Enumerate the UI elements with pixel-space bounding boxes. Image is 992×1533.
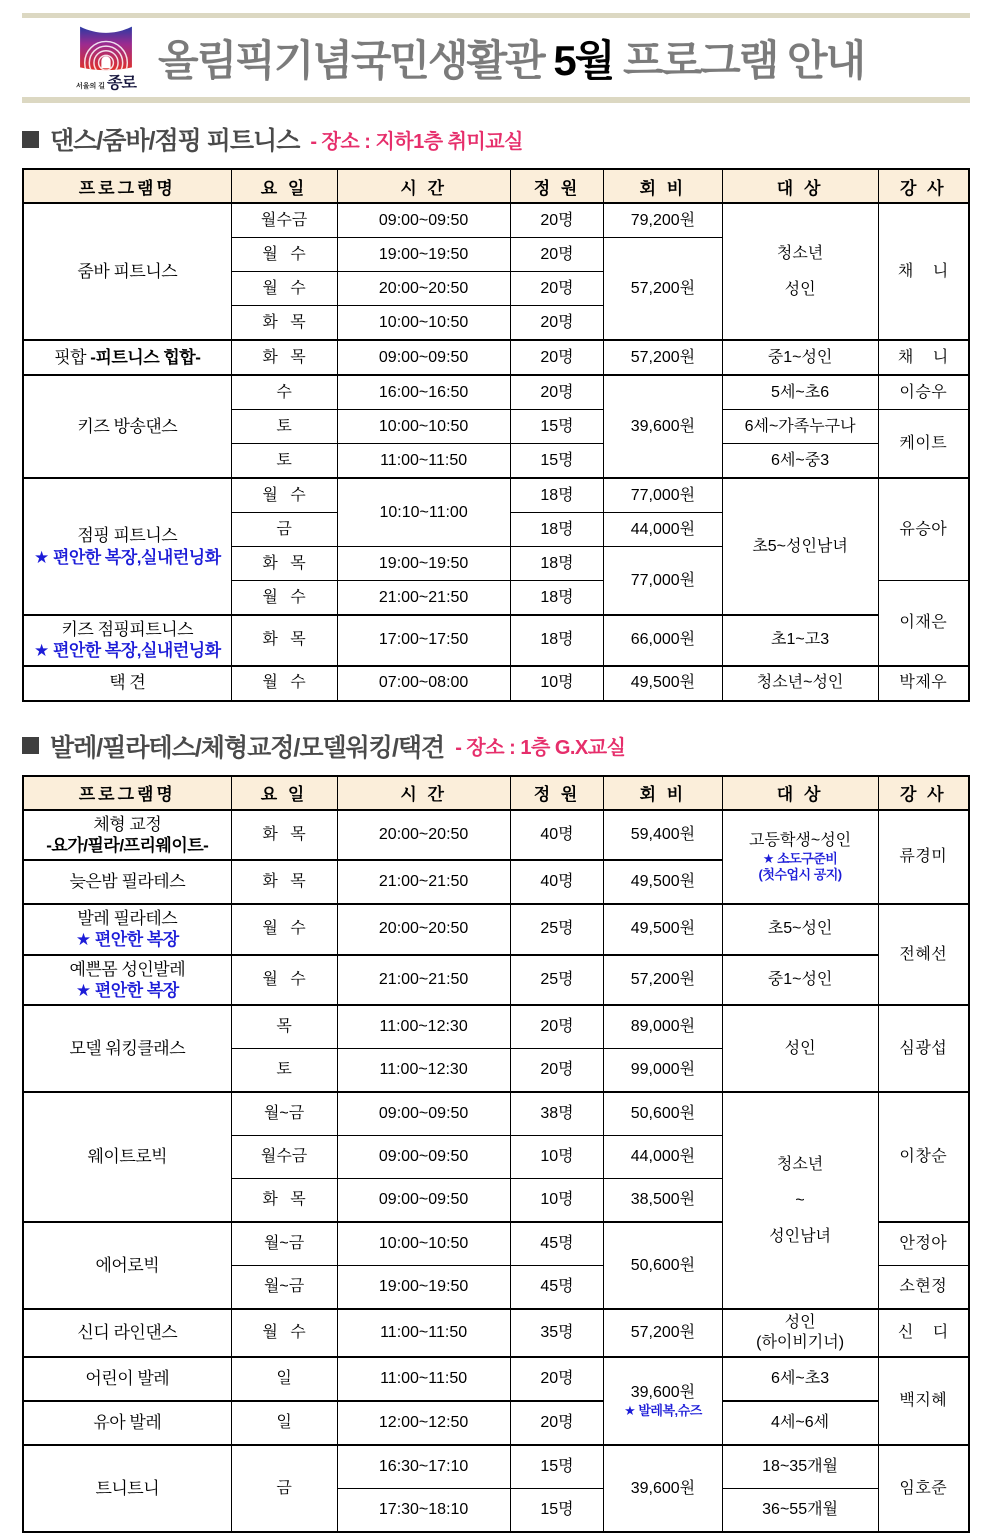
cell-time: 19:00~19:50 [337,238,510,272]
cell-fee: 77,000원 [604,547,722,616]
page-title-part1: 올림픽기념국민생활관 [158,37,544,84]
table-row [23,1357,969,1401]
cell-time: 11:00~11:50 [337,444,510,479]
cell-fee: 39,600원 [604,1445,722,1532]
cell-program: 웨이트로빅 [23,1092,231,1222]
cell-capacity: 10명 [510,1136,604,1179]
program-table-dance [22,168,970,702]
table-row [23,1445,969,1489]
cell-target: 5세~초6 [722,375,878,410]
cell-fee: 50,600원 [604,1092,722,1136]
cell-program: 발레 필라테스 ★ 편안한 복장 [23,904,231,955]
cell-fee: 99,000원 [604,1049,722,1093]
cell-capacity: 18명 [510,478,604,513]
cell-time: 11:00~11:50 [337,1309,510,1357]
section-title: 댄스/줌바/점핑 피트니스 [50,121,299,157]
cell-time: 20:00~20:50 [337,904,510,955]
cell-teacher: 채 니 [878,203,969,340]
cell-fee: 49,500원 [604,666,722,701]
col-header-time: 시 간 [337,776,510,810]
cell-capacity: 20명 [510,375,604,410]
cell-time: 10:10~11:00 [337,478,510,547]
cell-time: 09:00~09:50 [337,203,510,238]
cell-day: 금 [231,513,337,547]
cell-time: 17:00~17:50 [337,615,510,666]
cell-fee: 57,200원 [604,340,722,375]
col-header-target: 대 상 [722,776,878,810]
program-table-ballet [22,775,970,1533]
logo-text-big: 종로 [107,70,136,93]
cell-time: 09:00~09:50 [337,340,510,375]
cell-capacity: 45명 [510,1222,604,1266]
cell-day: 화 목 [231,340,337,375]
cell-time: 11:00~12:30 [337,1005,510,1049]
cell-day: 월 수 [231,581,337,616]
table-row [23,340,969,375]
cell-target: 36~55개월 [722,1489,878,1533]
cell-time: 11:00~12:30 [337,1049,510,1093]
cell-program: 에어로빅 [23,1222,231,1309]
cell-time: 07:00~08:00 [337,666,510,701]
cell-teacher: 임호준 [878,1445,969,1532]
cell-fee: 89,000원 [604,1005,722,1049]
section-bullet-icon [22,131,39,148]
cell-program: 키즈 점핑피트니스 ★ 편안한 복장,실내런닝화 [23,615,231,666]
cell-target: 4세~6세 [722,1401,878,1445]
cell-fee: 77,000원 [604,478,722,513]
cell-fee: 49,500원 [604,904,722,955]
cell-time: 09:00~09:50 [337,1092,510,1136]
cell-capacity: 10명 [510,1179,604,1223]
cell-day: 화 목 [231,547,337,581]
col-header-teacher: 강 사 [878,776,969,810]
table-row [23,1092,969,1136]
cell-time: 09:00~09:50 [337,1136,510,1179]
cell-capacity: 20명 [510,272,604,306]
cell-teacher: 신 디 [878,1309,969,1357]
cell-capacity: 20명 [510,1005,604,1049]
cell-teacher: 전혜선 [878,904,969,1005]
cell-teacher: 케이트 [878,410,969,479]
cell-time: 19:00~19:50 [337,1266,510,1310]
cell-time: 21:00~21:50 [337,955,510,1006]
cell-teacher: 유승아 [878,478,969,581]
cell-capacity: 35명 [510,1309,604,1357]
cell-teacher: 백지혜 [878,1357,969,1445]
cell-day: 금 [231,1445,337,1532]
cell-time: 20:00~20:50 [337,272,510,306]
table-row [23,478,969,513]
table-row [23,955,969,1006]
cell-capacity: 45명 [510,1266,604,1310]
header-underline-bar [22,97,970,103]
cell-day: 월 수 [231,904,337,955]
cell-target: 초5~성인 [722,904,878,955]
cell-capacity: 18명 [510,615,604,666]
cell-capacity: 38명 [510,1092,604,1136]
cell-program: 체형 교정 -요가/필라/프리웨이트- [23,810,231,861]
cell-target: 중1~성인 [722,955,878,1006]
cell-day: 화 목 [231,1179,337,1223]
cell-day: 수 [231,375,337,410]
col-header-day: 요 일 [231,776,337,810]
cell-capacity: 18명 [510,581,604,616]
cell-target: 청소년~성인 [722,666,878,701]
cell-program: 늦은밤 필라테스 [23,860,231,904]
cell-target: 청소년 성인 [722,203,878,340]
cell-capacity: 40명 [510,810,604,861]
page-title-part2: 프로그램 안내 [623,37,864,84]
cell-day: 월~금 [231,1222,337,1266]
cell-fee: 57,200원 [604,1309,722,1357]
cell-target: 고등학생~성인 ★ 소도구준비 (첫수업시 공지) [722,810,878,905]
jongno-logo-text [76,70,136,93]
cell-capacity: 15명 [510,444,604,479]
cell-capacity: 15명 [510,1445,604,1489]
col-header-teacher: 강 사 [878,169,969,203]
section-title: 발레/필라테스/체형교정/모델워킹/택견 [50,728,444,764]
cell-day: 월수금 [231,203,337,238]
col-header-program: 프로그램명 [23,169,231,203]
col-header-fee: 회 비 [604,776,722,810]
section-location: - 장소 : 1층 G.X교실 [455,731,625,760]
cell-day: 토 [231,1049,337,1093]
cell-teacher: 안정아 [878,1222,969,1266]
cell-day: 월~금 [231,1266,337,1310]
cell-teacher: 박제우 [878,666,969,701]
cell-day: 화 목 [231,306,337,341]
cell-time: 16:30~17:10 [337,1445,510,1489]
cell-program: 택 견 [23,666,231,701]
cell-day: 월 수 [231,666,337,701]
cell-program: 신디 라인댄스 [23,1309,231,1357]
cell-target: 성인 [722,1005,878,1092]
cell-program: 어린이 발레 [23,1357,231,1401]
cell-target: 초1~고3 [722,615,878,666]
cell-fee: 39,600원 ★ 발레복,슈즈 [604,1357,722,1445]
cell-program: 모델 워킹클래스 [23,1005,231,1092]
cell-day: 일 [231,1357,337,1401]
cell-capacity: 18명 [510,547,604,581]
col-header-capacity: 정 원 [510,776,604,810]
jongno-logo [70,22,142,93]
cell-day: 월 수 [231,238,337,272]
cell-capacity: 15명 [510,410,604,444]
cell-fee: 79,200원 [604,203,722,238]
cell-time: 16:00~16:50 [337,375,510,410]
table-row [23,1005,969,1049]
table-row [23,203,969,238]
cell-capacity: 15명 [510,1489,604,1533]
cell-fee: 44,000원 [604,1136,722,1179]
section-location: - 장소 : 지하1층 취미교실 [310,125,523,154]
cell-fee: 50,600원 [604,1222,722,1309]
cell-teacher: 소현정 [878,1266,969,1310]
cell-day: 월 수 [231,478,337,513]
cell-fee: 39,600원 [604,375,722,478]
cell-capacity: 20명 [510,1401,604,1445]
cell-target: 6세~초3 [722,1357,878,1401]
cell-capacity: 20명 [510,238,604,272]
table-row [23,615,969,666]
cell-program: 점핑 피트니스 ★ 편안한 복장,실내런닝화 [23,478,231,615]
cell-day: 화 목 [231,860,337,904]
cell-day: 월수금 [231,1136,337,1179]
cell-target: 초5~성인남녀 [722,478,878,615]
col-header-target: 대 상 [722,169,878,203]
cell-time: 11:00~11:50 [337,1357,510,1401]
cell-time: 17:30~18:10 [337,1489,510,1533]
cell-teacher: 심광섭 [878,1005,969,1092]
page-header [22,18,970,97]
col-header-time: 시 간 [337,169,510,203]
cell-day: 일 [231,1401,337,1445]
cell-time: 10:00~10:50 [337,306,510,341]
col-header-capacity: 정 원 [510,169,604,203]
cell-time: 12:00~12:50 [337,1401,510,1445]
cell-time: 21:00~21:50 [337,860,510,904]
cell-day: 월 수 [231,955,337,1006]
cell-program: 예쁜몸 성인발레 ★ 편안한 복장 [23,955,231,1006]
cell-teacher: 이승우 [878,375,969,410]
cell-target: 18~35개월 [722,1445,878,1489]
cell-time: 20:00~20:50 [337,810,510,861]
cell-capacity: 20명 [510,340,604,375]
table-row [23,904,969,955]
logo-text-small: 서울의 길 [76,81,105,91]
cell-capacity: 25명 [510,955,604,1006]
cell-teacher: 채 니 [878,340,969,375]
cell-day: 화 목 [231,615,337,666]
cell-target: 6세~가족누구나 [722,410,878,444]
cell-fee: 57,200원 [604,955,722,1006]
page-title [158,28,864,88]
table-row [23,1401,969,1445]
cell-program: 키즈 방송댄스 [23,375,231,478]
col-header-program: 프로그램명 [23,776,231,810]
cell-fee: 44,000원 [604,513,722,547]
cell-day: 목 [231,1005,337,1049]
cell-target: 성인 (하이비기너) [722,1309,878,1357]
table-row [23,666,969,701]
section-header-ballet [22,728,970,764]
cell-time: 09:00~09:50 [337,1179,510,1223]
cell-program: 유아 발레 [23,1401,231,1445]
cell-capacity: 20명 [510,1357,604,1401]
cell-fee: 57,200원 [604,238,722,341]
cell-target: 청소년 ~ 성인남녀 [722,1092,878,1309]
cell-day: 월 수 [231,272,337,306]
cell-teacher: 류경미 [878,810,969,905]
cell-time: 10:00~10:50 [337,410,510,444]
section-header-dance [22,121,970,157]
jongno-logo-mark [78,22,134,72]
col-header-day: 요 일 [231,169,337,203]
cell-fee: 59,400원 [604,810,722,861]
table-row [23,375,969,410]
cell-day: 월~금 [231,1092,337,1136]
cell-program: 핏합 -피트니스 힙합- [23,340,231,375]
cell-time: 21:00~21:50 [337,581,510,616]
cell-teacher: 이창순 [878,1092,969,1222]
cell-target: 중1~성인 [722,340,878,375]
cell-time: 10:00~10:50 [337,1222,510,1266]
page-title-month: 5월 [553,37,613,84]
cell-day: 화 목 [231,810,337,861]
table-header-row [23,776,969,810]
section-bullet-icon [22,737,39,754]
cell-capacity: 18명 [510,513,604,547]
cell-fee: 66,000원 [604,615,722,666]
table-row [23,1309,969,1357]
cell-time: 19:00~19:50 [337,547,510,581]
cell-day: 토 [231,444,337,479]
cell-day: 토 [231,410,337,444]
cell-program: 줌바 피트니스 [23,203,231,340]
cell-capacity: 20명 [510,1049,604,1093]
cell-capacity: 20명 [510,306,604,341]
cell-capacity: 20명 [510,203,604,238]
cell-capacity: 25명 [510,904,604,955]
cell-day: 월 수 [231,1309,337,1357]
table-row [23,810,969,861]
cell-program: 트니트니 [23,1445,231,1532]
cell-fee: 38,500원 [604,1179,722,1223]
cell-fee: 49,500원 [604,860,722,904]
table-header-row [23,169,969,203]
cell-target: 6세~중3 [722,444,878,479]
col-header-fee: 회 비 [604,169,722,203]
cell-capacity: 10명 [510,666,604,701]
cell-capacity: 40명 [510,860,604,904]
cell-teacher: 이재은 [878,581,969,666]
